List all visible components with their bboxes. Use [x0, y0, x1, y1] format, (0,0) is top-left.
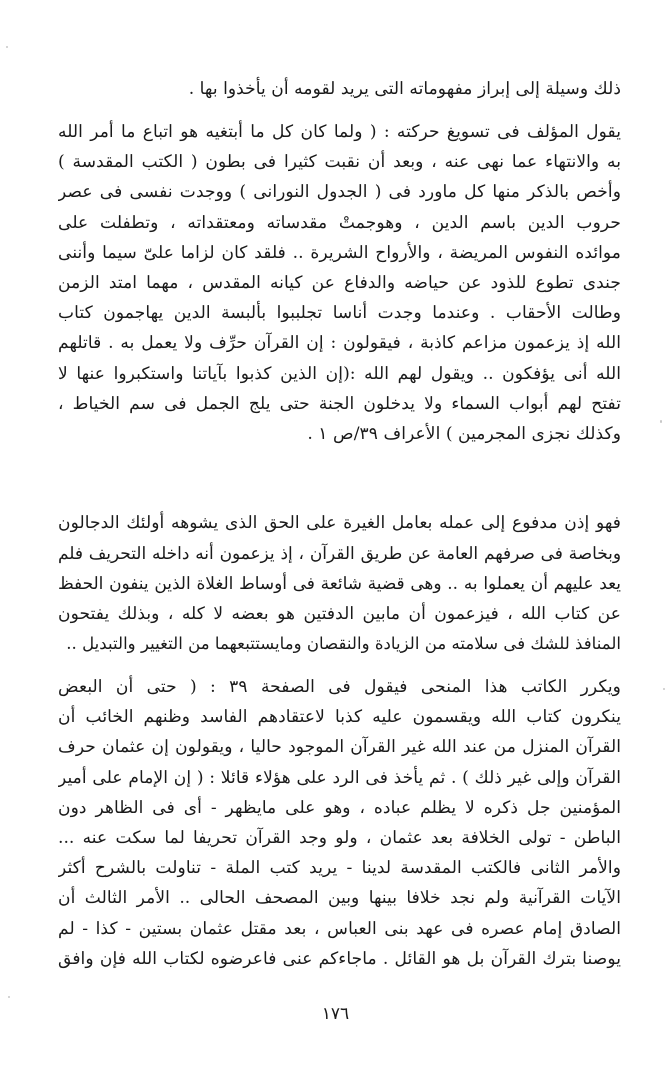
text-line: يعد عليهم أن يعملوا به .. وهى قضية شائعة فى أوساط الغلاة الذين ينفون الحفظ	[58, 573, 621, 594]
scan-speck	[663, 688, 665, 690]
text-line: حروب الدين باسم الدين ، وهوجمتْ مقدساته ومعتقداته ، وتطفلت على	[58, 212, 621, 233]
text-line: يوصنا بترك القرآن بل هو القائل . ماجاءكم عنى فاعرضوه لكتاب الله فإن وافق	[58, 948, 621, 969]
text-line: الله أنى يؤفكون .. ويقول لهم الله :(إن الذين كذبوا بآياتنا واستكبروا عنها لا	[58, 363, 621, 384]
text-line: المنافذ للشك فى سلامته من الزيادة والنقصان ومايستتبعهما من التغيير والتبديل ..	[66, 633, 621, 653]
paragraph-author-quote	[58, 117, 621, 449]
scan-speck	[6, 46, 8, 48]
scan-speck	[660, 420, 662, 423]
text-line: عن كتاب الله ، فيزعمون أن مابين الدفتين هو بعضه لا كله ، وبذلك يفتحون	[58, 603, 621, 624]
text-line: الباطن - تولى الخلافة بعد عثمان ، ولو وجد القرآن تحريفا لما سكت عنه ...	[58, 827, 621, 848]
text-line: تفتح لهم أبواب السماء ولا يدخلون الجنة حتى يلج الجمل فى سم الخياط ،	[58, 393, 621, 414]
text-line: به والانتهاء عما نهى عنه ، وبعد أن نقبت كثيرا فى بطون ( الكتب المقدسة )	[58, 152, 621, 173]
paragraph-page-39	[58, 672, 621, 974]
text-line: الله إذ يزعمون مزاعم كاذبة ، فيقولون : إن القرآن حرِّف ولا يعمل به . قاتلهم	[58, 333, 621, 354]
text-line: والأمر الثانى فالكتب المقدسة لدينا - يريد كتب الملة - تناولت بالشرح أكثر	[58, 858, 621, 879]
text-line: ويكرر الكاتب هذا المنحى فيقول فى الصفحة ٣٩ : ( حتى أن البعض	[58, 677, 621, 697]
text-line: وكذلك نجزى المجرمين ) الأعراف ٣٩/ص ١ .	[307, 423, 621, 444]
text-line: الآيات القرآنية ولم نجد خلافا بينها وبين المصحف الحالى .. الأمر الثالث أن	[58, 888, 621, 909]
text-line: القرآن وإلى غير ذلك ) . ثم يأخذ فى الرد على هؤلاء قائلا : ( إن الإمام على أمير	[58, 767, 621, 788]
text-line: الصادق إمام عصره فى عهد بنى العباس ، بعد مقتل عثمان بستين - كذا - لم	[58, 918, 621, 939]
text-line: وبخاصة فى صرفهم العامة عن طريق القرآن ، إذ يزعمون أنه داخله التحريف فلم	[58, 543, 621, 564]
text-line: يقول المؤلف فى تسويغ حركته : ( ولما كان كل ما أبتغيه هو اتباع ما أمر الله	[58, 122, 621, 142]
paragraph-motivation	[58, 508, 621, 659]
text-line: ينكرون كتاب الله ويقسمون عليه كذبا لاعتقادهم الفاسد وظنهم الخائب أن	[58, 707, 621, 728]
text-line: ذلك وسيلة إلى إبراز مفهوماته التى يريد لقومه أن يأخذوا بها .	[188, 79, 621, 99]
text-line: وطالت الأحقاب . وعندما وجدت أناسا تجلببوا بألبسة الدين يهاجمون كتاب	[58, 303, 621, 324]
text-line: موائده النفوس المريضة ، والأرواح الشريرة .. فلقد كان لزاما علىّ سيما وأننى	[58, 242, 621, 263]
text-line: وأخص بالذكر منها كل ماورد فى ( الجدول النورانى ) ووجدت نفسى فى عصر	[58, 182, 621, 203]
text-line: جندى تطوع للذود عن حياضه والدفاع عن كيانه المقدس ، مهما امتد الزمن	[58, 272, 621, 293]
page-number: ١٧٦	[321, 1004, 350, 1024]
text-line: المؤمنين جل ذكره لا يظلم عباده ، وهو على مايظهر - أى فى الظاهر دون	[58, 797, 621, 818]
text-line: فهو إذن مدفوع إلى عمله بعامل الغيرة على الحق الذى يشوهه أولئك الدجالون	[58, 513, 621, 533]
text-line: القرآن المنزل من عند الله غير القرآن الموجود حاليا ، ويقولون إن عثمان حرف	[58, 737, 621, 758]
scan-speck	[8, 996, 10, 998]
paragraph-intro-end	[58, 74, 621, 104]
